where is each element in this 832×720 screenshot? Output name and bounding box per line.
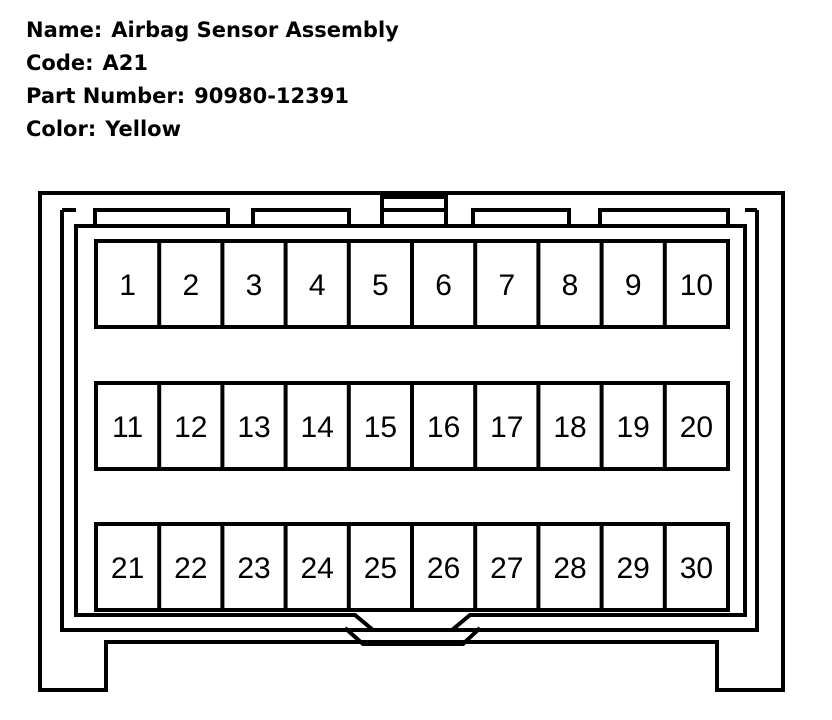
latch-tab-3 [473,210,569,224]
pin-14-label: 14 [300,411,334,444]
pin-2-label: 2 [182,269,200,302]
latch-tab-2 [253,210,349,224]
pin-7-label: 7 [498,269,516,302]
pin-grid [96,241,728,610]
housing-inner-wall [62,210,757,630]
pin-19-label: 19 [616,411,650,444]
pin-21-label: 21 [110,552,145,585]
pin-3-label: 3 [245,269,263,302]
pin-12-label: 12 [174,411,208,444]
pin-15-label: 15 [363,411,398,444]
pin-27-label: 27 [490,552,524,585]
pin-13-label: 13 [237,411,271,444]
name-label: Name: [26,18,103,42]
pin-16-label: 16 [426,411,461,444]
pin-20-label: 20 [679,411,714,444]
color-label: Color: [26,117,97,141]
pin-30-label: 30 [679,552,714,585]
pin-18-label: 18 [553,411,587,444]
pin-10-label: 10 [679,269,714,302]
latch-tab-4 [600,210,728,224]
part-number-value: 90980-12391 [194,84,349,108]
pin-28-label: 28 [553,552,587,585]
part-number-label: Part Number: [26,84,186,108]
pin-6-label: 6 [435,269,452,302]
pin-5-label: 5 [372,269,389,302]
pin-24-label: 24 [300,552,334,585]
pin-25-label: 25 [363,552,398,585]
code-label: Code: [26,51,94,75]
pin-26-label: 26 [426,552,461,585]
pin-29-label: 29 [616,552,650,585]
latch-tab-1 [95,210,228,224]
pin-22-label: 22 [174,552,208,585]
pin-1-label: 1 [119,269,136,302]
name-value: Airbag Sensor Assembly [111,18,399,42]
pin-11-label: 11 [112,411,144,444]
pin-17-label: 17 [490,411,524,444]
pin-9-label: 9 [624,269,642,302]
pin-8-label: 8 [561,269,579,302]
pin-23-label: 23 [237,552,271,585]
code-value: A21 [102,51,148,75]
pin-4-label: 4 [308,269,326,302]
color-value: Yellow [105,117,181,141]
